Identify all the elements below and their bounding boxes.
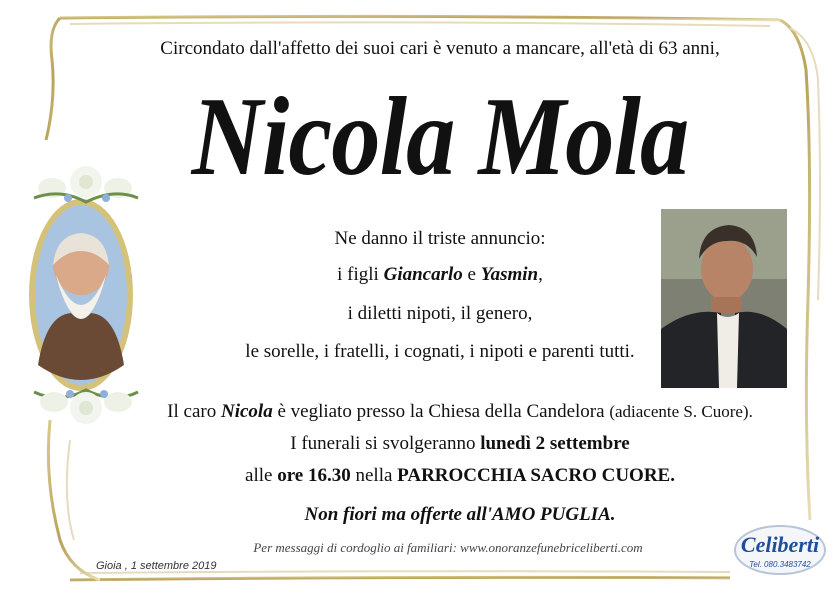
announcement-line-3: i diletti nipoti, il genero, xyxy=(347,303,533,324)
announcement-line-1: Ne danno il triste annuncio: xyxy=(334,228,546,249)
place-date: Gioia , 1 settembre 2019 xyxy=(96,560,217,572)
children-conjunction: e xyxy=(462,264,481,285)
child-name-1: Giancarlo xyxy=(383,264,463,285)
funeral-place: PARROCCHIA SACRO CUORE. xyxy=(397,465,675,486)
funeral-prefix: I funerali si svolgeranno xyxy=(290,433,481,454)
donation-line: Non fiori ma offerte all'AMO PUGLIA. xyxy=(304,504,616,525)
children-prefix: i figli xyxy=(337,264,384,285)
announcement-line-4: le sorelle, i fratelli, i cognati, i nipoti e parenti tutti. xyxy=(245,341,635,362)
flower-garland-icon xyxy=(30,158,142,214)
vigil-line xyxy=(80,401,840,423)
vigil-name: Nicola xyxy=(220,401,273,422)
deceased-name: Nicola Mola xyxy=(191,75,689,199)
time-connector: nella xyxy=(350,465,398,486)
deceased-portrait-icon xyxy=(661,209,787,388)
funeral-home-name: Celiberti xyxy=(740,532,820,557)
intro-text: Circondato dall'affetto dei suoi cari è venuto a mancare, all'età di 63 anni, xyxy=(160,38,720,59)
funeral-date: lunedì 2 settembre xyxy=(480,433,630,454)
vigil-prefix: Il caro xyxy=(167,401,221,422)
saint-portrait-icon xyxy=(26,195,136,395)
announcement-line-2 xyxy=(220,264,660,286)
funeral-home-phone: Tel. 080.3483742 xyxy=(749,560,811,569)
funeral-time: ore 16.30 xyxy=(277,465,351,486)
vigil-note: (adiacente S. Cuore). xyxy=(609,402,753,421)
vigil-location: è vegliato presso la Chiesa della Candelora xyxy=(272,401,610,422)
condolence-message-line: Per messaggi di cordoglio ai familiari: www.onoranzefunebriceliberti.com xyxy=(253,540,643,555)
child-name-2: Yasmin xyxy=(480,264,539,285)
children-suffix: , xyxy=(538,264,543,285)
time-line xyxy=(80,465,840,487)
time-prefix: alle xyxy=(245,465,278,486)
funeral-line xyxy=(80,433,840,455)
